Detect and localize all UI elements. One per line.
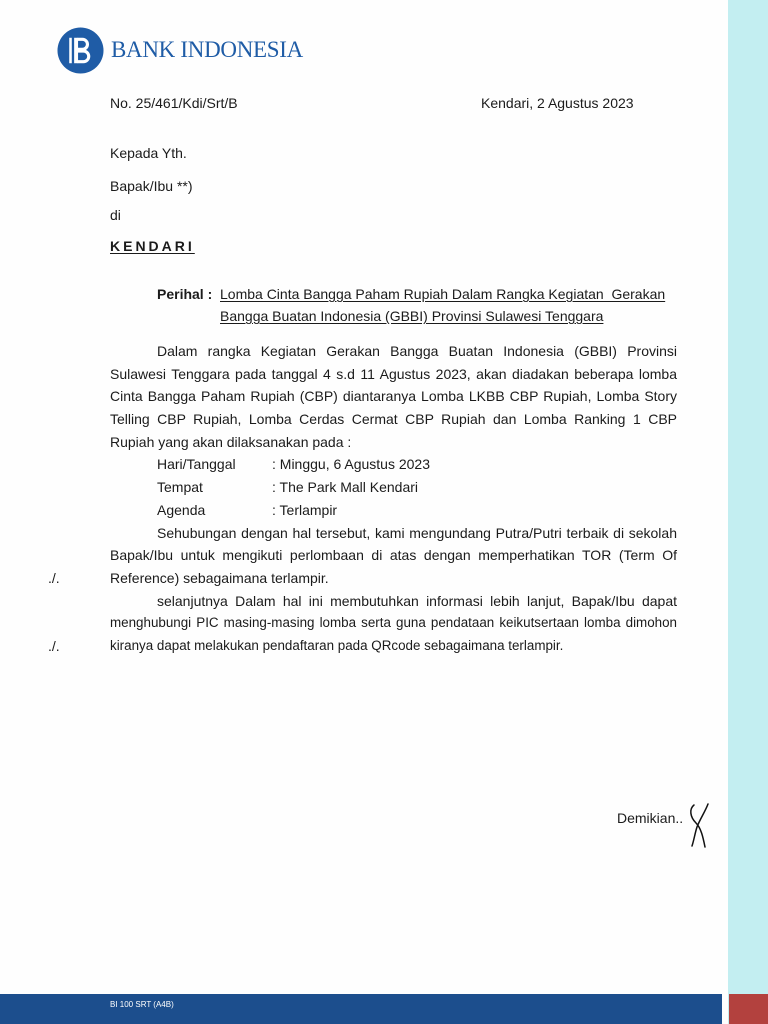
subject-text xyxy=(220,283,665,327)
paragraph-2-line: Reference) sebagaimana terlampir. xyxy=(110,569,329,586)
recipient-addressee: Bapak/Ibu **) xyxy=(110,178,193,194)
corner-block xyxy=(729,994,768,1024)
paragraph-1-line: Telling CBP Rupiah, Lomba Cerdas Cermat CBP Rupiah dan Lomba Ranking 1 CBP xyxy=(110,411,677,428)
recipient-city: KENDARI xyxy=(110,238,195,254)
paragraph-1-line: Cinta Bangga Paham Rupiah (CBP) diantaranya Lomba LKBB CBP Rupiah, Lomba Story xyxy=(110,388,677,405)
event-detail-label: Agenda xyxy=(157,501,206,518)
paragraph-1-line: Rupiah yang akan dilaksanakan pada : xyxy=(110,433,352,450)
form-code: BI 100 SRT (A4B) xyxy=(110,1000,174,1009)
recipient-preposition: di xyxy=(110,207,121,223)
closing-text: Demikian.. xyxy=(617,810,684,826)
place-date: Kendari, 2 Agustus 2023 xyxy=(481,95,634,111)
paragraph-2-line-with-mark xyxy=(48,567,677,590)
letter-body xyxy=(48,340,677,658)
event-detail-row xyxy=(110,499,677,522)
bank-name: BANK INDONESIA xyxy=(111,37,303,62)
attachment-mark: ./. xyxy=(48,637,60,654)
paragraph-3-line: kiranya dapat melakukan pendaftaran pada QRcode sebagaimana terlampir. xyxy=(110,637,564,653)
paragraph-1-line: Sulawesi Tenggara pada tanggal 4 s.d 11 Agustus 2023, akan diadakan beberapa lomba xyxy=(110,365,677,382)
bank-indonesia-logo-icon xyxy=(57,27,104,74)
paragraph-3-line: selanjutnya Dalam hal ini membutuhkan informasi lebih lanjut, Bapak/Ibu dapat xyxy=(157,592,677,609)
side-color-strip xyxy=(728,0,768,1024)
event-detail-label: Hari/Tanggal xyxy=(157,456,236,473)
attachment-mark: ./. xyxy=(48,569,60,586)
letter-number: No. 25/461/Kdi/Srt/B xyxy=(110,95,238,111)
footer-bar xyxy=(0,994,722,1024)
event-detail-value: : Terlampir xyxy=(272,501,338,518)
event-detail-label: Tempat xyxy=(157,479,203,496)
paragraph-3-line: menghubungi PIC masing-masing lomba serta guna pendataan keikutsertaan lomba dimohon xyxy=(110,615,677,631)
signature-initial xyxy=(686,800,714,850)
recipient-salutation: Kepada Yth. xyxy=(110,145,187,161)
event-detail-value: : The Park Mall Kendari xyxy=(272,479,419,496)
paragraph-1-line: Dalam rangka Kegiatan Gerakan Bangga Buatan Indonesia (GBBI) Provinsi xyxy=(157,343,677,359)
subject-line: Bangga Buatan Indonesia (GBBI) Provinsi Sulawesi Tenggara xyxy=(220,308,604,324)
paragraph-2-line: Sehubungan dengan hal tersebut, kami mengundang Putra/Putri terbaik di sekolah xyxy=(157,524,677,541)
subject-label: Perihal : xyxy=(157,286,213,302)
paragraph-2-line: Bapak/Ibu untuk mengikuti perlombaan di atas dengan memperhatikan TOR (Term Of xyxy=(110,547,677,564)
event-detail-row xyxy=(110,453,677,476)
paragraph-3-line-with-mark xyxy=(48,635,677,658)
event-detail-row xyxy=(110,476,677,499)
event-detail-value: : Minggu, 6 Agustus 2023 xyxy=(272,456,430,473)
subject-line: Lomba Cinta Bangga Paham Rupiah Dalam Rangka Kegiatan Gerakan xyxy=(220,286,666,302)
